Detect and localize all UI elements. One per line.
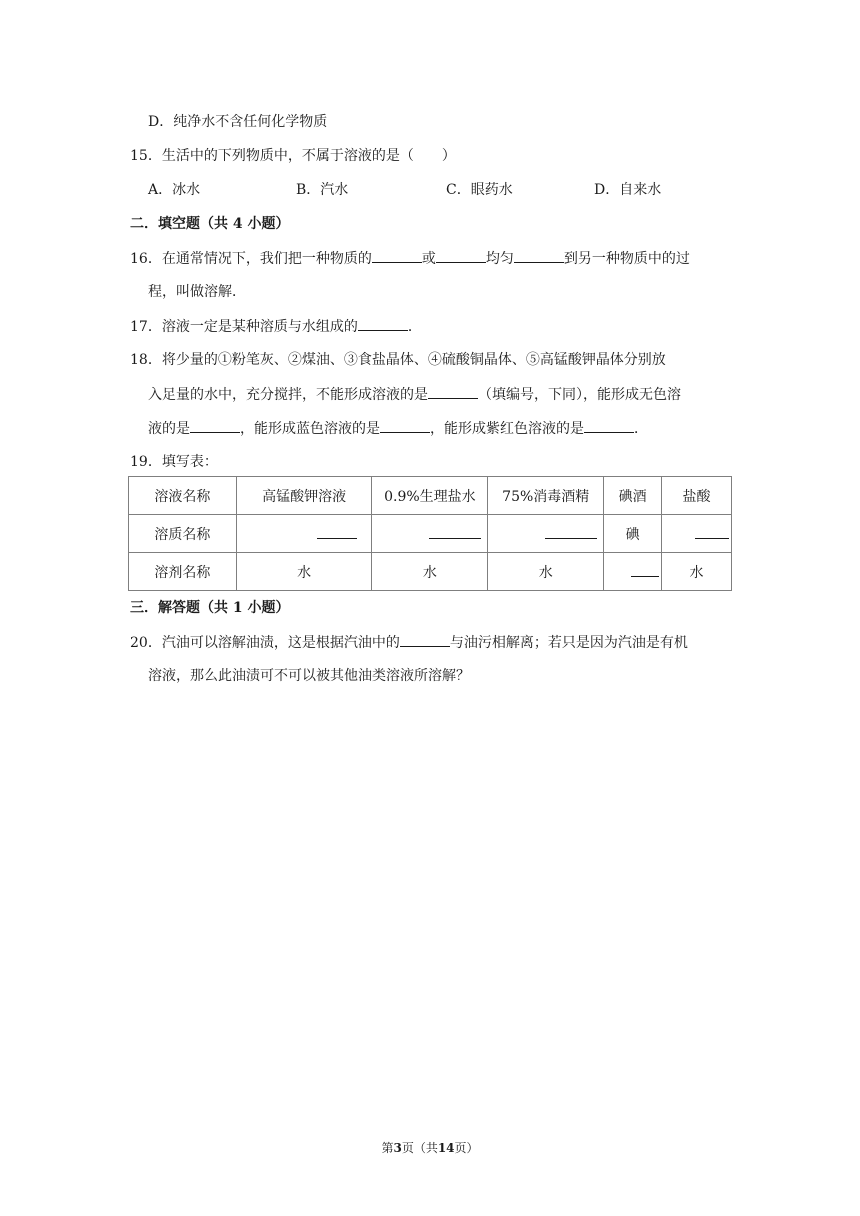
- table-header-solute: 溶质名称: [129, 515, 237, 553]
- section3-title: 三．解答题（共 1 小题）: [130, 600, 290, 616]
- q15-stem: 15．生活中的下列物质中，不属于溶液的是（ ）: [130, 148, 456, 164]
- answer-blank[interactable]: [631, 562, 659, 577]
- q16-line1: [130, 248, 690, 269]
- q18-blank-2[interactable]: [190, 418, 240, 433]
- q14-option-d: D．纯净水不含任何化学物质: [148, 114, 328, 130]
- q20-text-1: 20．汽油可以溶解油渍，这是根据汽油中的: [130, 635, 400, 651]
- table-header-solution: 溶液名称: [129, 477, 237, 515]
- q18-blank-4[interactable]: [584, 418, 634, 433]
- footer-prefix: 第: [381, 1141, 394, 1155]
- table-row-solute: [129, 515, 732, 553]
- table-cell: 碘酒: [604, 477, 662, 515]
- footer-suffix: 页）: [454, 1141, 479, 1155]
- q16-text-2: 或: [421, 251, 436, 267]
- q18-blank-3[interactable]: [380, 418, 430, 433]
- q20-blank[interactable]: [400, 632, 450, 647]
- table-row-solvent: [129, 553, 732, 591]
- q17-text-2: ．: [407, 319, 422, 335]
- table-cell: 高锰酸钾溶液: [236, 477, 372, 515]
- q18-text-3c: ，能形成紫红色溶液的是: [430, 421, 584, 437]
- table-blank-cell[interactable]: [372, 515, 488, 553]
- q15-option-c: C．眼药水: [446, 182, 513, 198]
- answer-blank[interactable]: [429, 524, 481, 539]
- answer-blank[interactable]: [545, 524, 597, 539]
- table-row-solution: [129, 477, 732, 515]
- table-header-solvent: 溶剂名称: [129, 553, 237, 591]
- q18-text-2a: 入足量的水中，充分搅拌，不能形成溶液的是: [148, 387, 428, 403]
- q18-line3: [148, 418, 648, 439]
- q20-text-2: 与油污相解离；若只是因为汽油是有机: [449, 635, 688, 651]
- footer-page-number: 3: [393, 1141, 402, 1155]
- q17-blank[interactable]: [358, 316, 408, 331]
- q16-line2: 程，叫做溶解．: [148, 284, 246, 300]
- footer-mid: 页（共: [401, 1141, 438, 1155]
- table-cell: 0.9%生理盐水: [372, 477, 488, 515]
- table-cell: 碘: [604, 515, 662, 553]
- q19-table: [128, 476, 732, 591]
- table-cell: 水: [372, 553, 488, 591]
- q18-line2: [148, 384, 681, 405]
- table-cell: 盐酸: [662, 477, 732, 515]
- q16-text-1: 16．在通常情况下，我们把一种物质的: [130, 251, 372, 267]
- table-cell: 水: [236, 553, 372, 591]
- q17-text-1: 17．溶液一定是某种溶质与水组成的: [130, 319, 358, 335]
- table-cell: 水: [662, 553, 732, 591]
- q19-stem: 19．填写表：: [130, 454, 218, 470]
- answer-blank[interactable]: [317, 524, 357, 539]
- table-blank-cell[interactable]: [236, 515, 372, 553]
- q16-blank-3[interactable]: [514, 248, 564, 263]
- q16-blank-1[interactable]: [372, 248, 422, 263]
- q16-text-3: 均匀: [485, 251, 514, 267]
- q18-text-3a: 液的是: [148, 421, 190, 437]
- q18-text-2b: （填编号，下同），能形成无色溶: [478, 387, 681, 403]
- table-cell: 水: [488, 553, 604, 591]
- footer-page-total: 14: [437, 1141, 455, 1155]
- q15-option-d: D．自来水: [594, 182, 662, 198]
- table-blank-cell[interactable]: [604, 553, 662, 591]
- q16-text-4: 到另一种物质中的过: [563, 251, 690, 267]
- table-blank-cell[interactable]: [662, 515, 732, 553]
- q18-text-3d: ．: [634, 421, 648, 437]
- table-cell: 75%消毒酒精: [488, 477, 604, 515]
- q20-line2: 溶液，那么此油渍可不可以被其他油类溶液所溶解？: [148, 668, 470, 684]
- q20-line1: [130, 632, 688, 653]
- q18-line1: 18．将少量的①粉笔灰、②煤油、③食盐晶体、④硫酸铜晶体、⑤高锰酸钾晶体分别放: [130, 352, 666, 368]
- q15-option-a: A．冰水: [148, 182, 201, 198]
- table-blank-cell[interactable]: [488, 515, 604, 553]
- q17-line: [130, 316, 422, 337]
- q15-option-b: B．汽水: [296, 182, 349, 198]
- q16-blank-2[interactable]: [436, 248, 486, 263]
- section2-title: 二．填空题（共 4 小题）: [130, 216, 290, 232]
- q18-blank-1[interactable]: [428, 384, 478, 399]
- q18-text-3b: ，能形成蓝色溶液的是: [240, 421, 380, 437]
- page-footer: [0, 1140, 860, 1156]
- answer-blank[interactable]: [695, 524, 729, 539]
